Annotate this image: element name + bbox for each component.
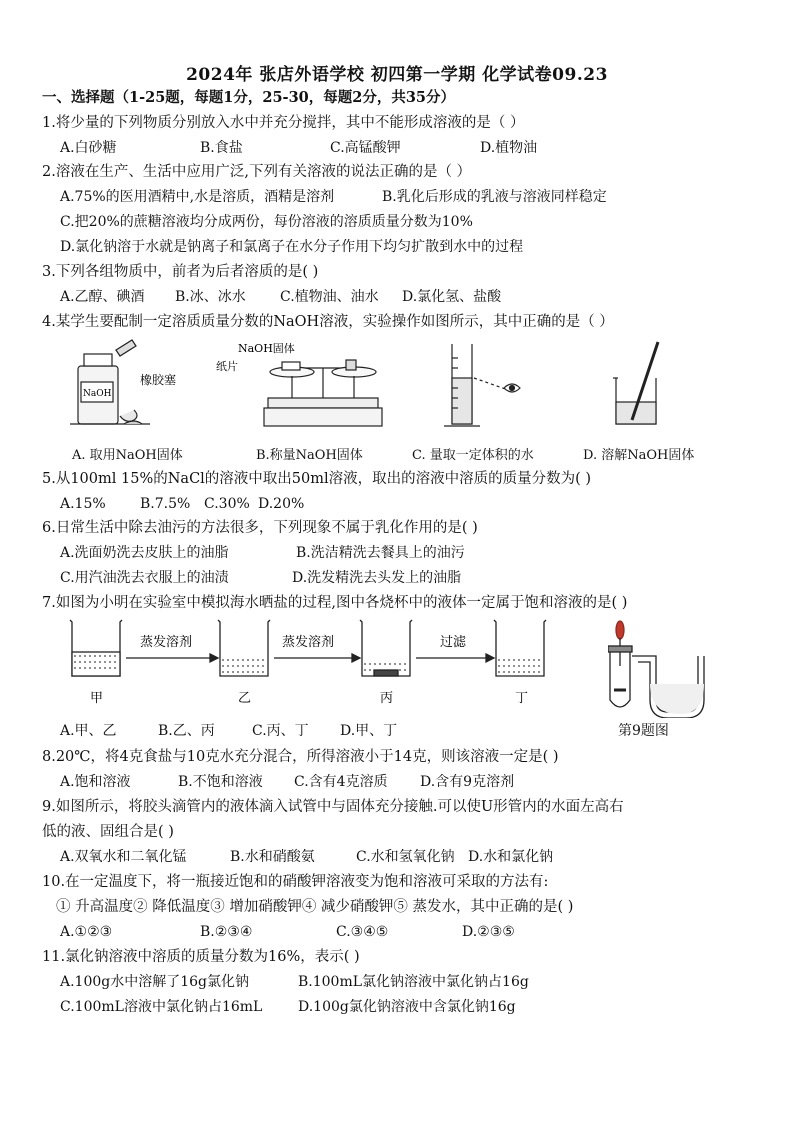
beaker-yi-icon xyxy=(218,620,270,676)
q5-option-b: B.7.5% xyxy=(140,496,191,512)
q2-option-a: A.75%的医用酒精中,水是溶质，酒精是溶剂 xyxy=(60,189,335,205)
q9-figure xyxy=(608,618,728,718)
q4-figure xyxy=(60,338,720,440)
q11-option-b: B.100mL氯化钠溶液中氯化钠占16g xyxy=(298,974,529,990)
question-9-stem-line1: 9.如图所示，将胶头滴管内的液体滴入试管中与固体充分接触.可以使U形管内的水面左高右 xyxy=(42,799,624,815)
q6-option-a: A.洗面奶洗去皮肤上的油脂 xyxy=(60,545,229,561)
question-3-stem: 3.下列各组物质中，前者为后者溶质的是( ) xyxy=(42,264,319,280)
beaker-ding-icon xyxy=(494,620,546,676)
q8-option-c: C.含有4克溶质 xyxy=(294,774,388,790)
q2-option-b: B.乳化后形成的乳液与溶液同样稳定 xyxy=(382,189,607,205)
arrow-label-3: 过滤 xyxy=(440,635,467,650)
question-6-stem: 6.日常生活中除去油污的方法很多，下列现象不属于乳化作用的是( ) xyxy=(42,520,478,536)
q11-option-d: D.100g氯化钠溶液中含氯化钠16g xyxy=(298,999,516,1015)
beaker-label-yi: 乙 xyxy=(238,691,252,706)
q4-option-b: B.称量NaOH固体 xyxy=(256,448,363,463)
question-7-stem: 7.如图为小明在实验室中模拟海水晒盐的过程,图中各烧杯中的液体一定属于饱和溶液的是( ) xyxy=(42,595,628,611)
section-heading: 一、选择题（1-25题，每题1分，25-30，每题2分，共35分） xyxy=(42,89,456,106)
q9-option-c: C.水和氢氧化钠 xyxy=(356,849,455,865)
beaker-label-bing: 丙 xyxy=(380,691,394,706)
q3-option-d: D.氯化氢、盐酸 xyxy=(402,289,502,305)
question-1-stem: 1.将少量的下列物质分别放入水中并充分搅拌，其中不能形成溶液的是（ ） xyxy=(42,115,525,131)
dropper-icon xyxy=(616,621,624,666)
u-tube-icon xyxy=(632,656,704,718)
q4-option-c: C. 量取一定体积的水 xyxy=(412,448,534,463)
q8-option-b: B.不饱和溶液 xyxy=(178,774,263,790)
q6-option-c: C.用汽油洗去衣服上的油渍 xyxy=(60,570,229,586)
naoh-bottle-label: NaOH xyxy=(83,389,112,399)
q6-option-b: B.洗洁精洗去餐具上的油污 xyxy=(296,545,465,561)
q2-option-d: D.氯化钠溶于水就是钠离子和氯离子在水分子作用下均匀扩散到水中的过程 xyxy=(60,239,524,255)
q7-option-b: B.乙、丙 xyxy=(158,723,215,739)
q7-option-d: D.甲、丁 xyxy=(340,723,398,739)
question-4-stem: 4.某学生要配制一定溶质质量分数的NaOH溶液，实验操作如图所示，其中正确的是（ ） xyxy=(42,314,614,330)
q10-option-b: B.②③④ xyxy=(200,924,253,940)
q1-option-c: C.高锰酸钾 xyxy=(330,140,401,156)
q1-option-b: B.食盐 xyxy=(200,140,243,156)
question-5-stem: 5.从100ml 15%的NaCl的溶液中取出50ml溶液，取出的溶液中溶质的质量分数为( ) xyxy=(42,471,592,487)
q11-option-a: A.100g水中溶解了16g氯化钠 xyxy=(60,974,250,990)
beaker-jia-icon xyxy=(70,620,122,676)
q3-option-a: A.乙醇、碘酒 xyxy=(60,289,145,305)
q9-option-d: D.水和氯化钠 xyxy=(468,849,554,865)
q5-option-a: A.15% xyxy=(60,496,106,512)
reagent-bottle-icon xyxy=(70,340,150,424)
question-8-stem: 8.20℃，将4克食盐与10克水充分混合，所得溶液小于14克，则该溶液一定是( ) xyxy=(42,749,559,765)
fig9-caption: 第9题图 xyxy=(618,723,669,739)
q7-figure xyxy=(60,616,580,706)
beaker-with-rod-icon xyxy=(613,342,658,424)
q5-option-c: C.30% xyxy=(204,496,250,512)
stopper-label: 橡胶塞 xyxy=(140,373,177,387)
beaker-bing-icon xyxy=(360,620,412,676)
q10-option-c: C.③④⑤ xyxy=(336,924,389,940)
q11-option-c: C.100mL溶液中氯化钠占16mL xyxy=(60,999,263,1015)
question-10-stem-line2: ① 升高温度② 降低温度③ 增加硝酸钾④ 减少硝酸钾⑤ 蒸发水，其中正确的是( ) xyxy=(56,899,574,915)
q3-option-b: B.冰、冰水 xyxy=(175,289,246,305)
q9-option-a: A.双氧水和二氧化锰 xyxy=(60,849,187,865)
q4-option-a: A. 取用NaOH固体 xyxy=(72,448,183,463)
exam-title: 2024年 张店外语学校 初四第一学期 化学试卷09.23 xyxy=(186,65,608,85)
q1-option-a: A.白砂糖 xyxy=(60,140,117,156)
eye-icon xyxy=(504,384,520,392)
q1-option-d: D.植物油 xyxy=(480,140,538,156)
q6-option-d: D.洗发精洗去头发上的油脂 xyxy=(292,570,462,586)
q9-option-b: B.水和硝酸氨 xyxy=(230,849,315,865)
q10-option-d: D.②③⑤ xyxy=(462,924,515,940)
q2-option-c: C.把20%的蔗糖溶液均分成两份，每份溶液的溶质质量分数为10% xyxy=(60,214,473,230)
question-10-stem-line1: 10.在一定温度下，将一瓶接近饱和的硝酸钾溶液变为饱和溶液可采取的方法有: xyxy=(42,874,549,890)
q7-option-a: A.甲、乙 xyxy=(60,723,117,739)
graduated-cylinder-icon xyxy=(444,344,508,426)
naoh-solid-label: NaOH固体 xyxy=(238,342,295,355)
q10-option-a: A.①②③ xyxy=(60,924,113,940)
q8-option-d: D.含有9克溶剂 xyxy=(420,774,515,790)
question-2-stem: 2.溶液在生产、生活中应用广泛,下列有关溶液的说法正确的是（ ） xyxy=(42,164,472,180)
q4-option-d: D. 溶解NaOH固体 xyxy=(583,448,695,463)
beaker-label-jia: 甲 xyxy=(90,691,104,706)
balance-icon xyxy=(264,360,382,426)
arrow-label-2: 蒸发溶剂 xyxy=(282,635,335,650)
question-9-stem-line2: 低的液、固组合是( ) xyxy=(42,824,174,840)
arrow-label-1: 蒸发溶剂 xyxy=(140,635,193,650)
q7-option-c: C.丙、丁 xyxy=(252,723,309,739)
beaker-label-ding: 丁 xyxy=(515,691,529,706)
q8-option-a: A.饱和溶液 xyxy=(60,774,131,790)
paper-label: 纸片 xyxy=(216,360,238,373)
question-11-stem: 11.氯化钠溶液中溶质的质量分数为16%，表示( ) xyxy=(42,949,360,965)
q3-option-c: C.植物油、油水 xyxy=(280,289,379,305)
q5-option-d: D.20% xyxy=(258,496,305,512)
